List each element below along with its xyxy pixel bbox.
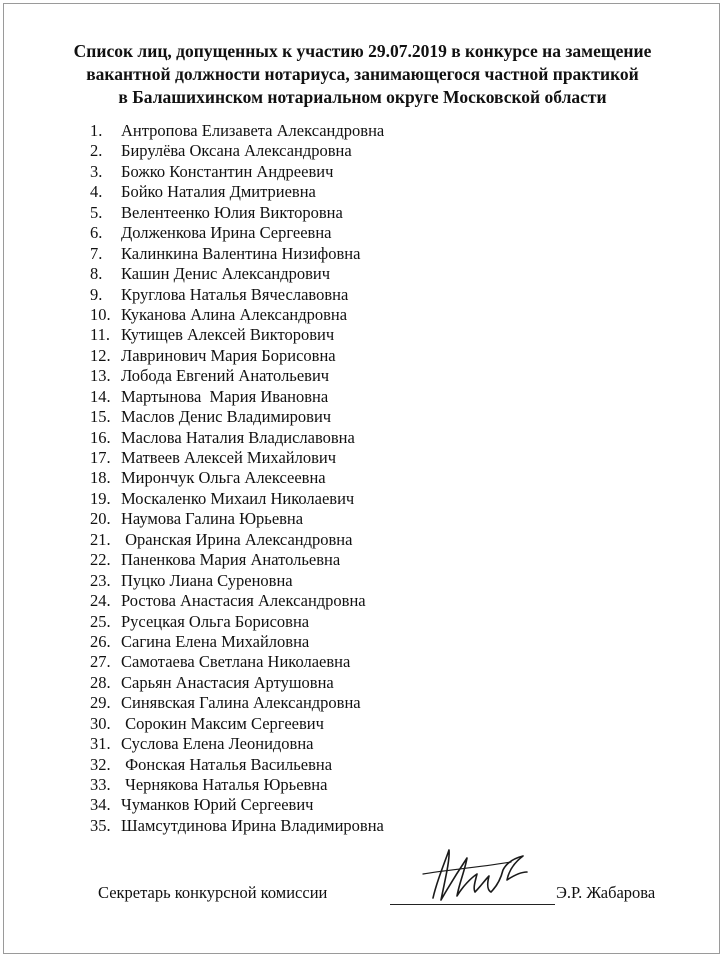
document-title	[0, 40, 725, 109]
candidate-list-item	[0, 121, 725, 141]
candidate-name: Божко Константин Андреевич	[121, 161, 334, 181]
candidate-name: Круглова Наталья Вячеславовна	[121, 284, 349, 304]
title-line-1: Список лиц, допущенных к участию 29.07.2019 в конкурсе на замещение	[73, 41, 652, 61]
candidate-list-item	[0, 775, 725, 795]
candidate-number: 31.	[90, 734, 111, 754]
candidate-name: Бойко Наталия Дмитриевна	[121, 182, 316, 202]
candidate-name: Москаленко Михаил Николаевич	[121, 488, 355, 508]
candidate-list-item	[0, 325, 725, 345]
candidate-name: Антропова Елизавета Александровна	[121, 121, 385, 140]
candidate-name: Бирулёва Оксана Александровна	[121, 141, 352, 161]
candidate-name: Кутищев Алексей Викторович	[121, 325, 335, 345]
candidate-name: Фонская Наталья Васильевна	[121, 754, 333, 774]
candidate-number: 3.	[90, 161, 103, 181]
candidate-number: 17.	[90, 448, 111, 467]
candidate-name: Сорокин Максим Сергеевич	[121, 713, 324, 733]
candidate-list-item	[0, 571, 725, 591]
candidate-list-item	[0, 407, 725, 427]
candidate-number: 19.	[90, 488, 111, 508]
candidate-number: 5.	[90, 202, 103, 222]
candidate-name: Самотаева Светлана Николаевна	[121, 652, 351, 672]
candidate-name: Маслова Наталия Владиславовна	[121, 427, 355, 447]
candidate-number: 14.	[90, 386, 111, 406]
candidate-list-item	[0, 366, 725, 386]
candidate-name: Оранская Ирина Александровна	[121, 529, 353, 549]
candidate-list-item	[0, 346, 725, 366]
candidate-number: 16.	[90, 427, 111, 447]
candidate-list-item	[0, 693, 725, 713]
candidate-number: 2.	[90, 141, 103, 161]
candidate-number: 22.	[90, 550, 111, 570]
candidate-number: 1.	[90, 121, 103, 140]
candidate-list-item	[0, 244, 725, 264]
candidate-list-item	[0, 816, 725, 836]
candidate-list-item	[0, 591, 725, 611]
candidate-name: Шамсутдинова Ирина Владимировна	[121, 815, 384, 835]
candidate-list-item	[0, 387, 725, 407]
candidate-list-item	[0, 223, 725, 243]
candidate-list-item	[0, 305, 725, 325]
candidate-name: Калинкина Валентина Низифовна	[121, 243, 361, 263]
candidate-number: 13.	[90, 366, 111, 386]
candidate-name: Кашин Денис Александрович	[121, 264, 331, 284]
candidate-list-item	[0, 285, 725, 305]
title-line-2: вакантной должности нотариуса, занимающегося частной практикой	[86, 64, 639, 84]
candidate-list-item	[0, 428, 725, 448]
candidate-list-item	[0, 162, 725, 182]
candidate-name: Пуцко Лиана Суреновна	[121, 570, 293, 590]
candidate-list-item	[0, 468, 725, 488]
candidate-name: Мирончук Ольга Алексеевна	[121, 468, 326, 488]
candidate-number: 29.	[90, 693, 111, 713]
signer-name: Э.Р. Жабарова	[556, 883, 656, 902]
candidate-name: Ростова Анастасия Александровна	[121, 591, 366, 611]
candidate-name: Мартынова Мария Ивановна	[121, 386, 329, 406]
candidate-list-item	[0, 652, 725, 672]
candidate-list-item	[0, 632, 725, 652]
candidate-number: 33.	[90, 775, 111, 794]
candidate-number: 25.	[90, 611, 111, 631]
candidate-name: Долженкова Ирина Сергеевна	[121, 223, 332, 243]
candidate-number: 18.	[90, 468, 111, 488]
candidate-name: Русецкая Ольга Борисовна	[121, 611, 310, 631]
candidate-number: 15.	[90, 407, 111, 427]
candidate-number: 8.	[90, 264, 103, 284]
candidate-name: Матвеев Алексей Михайлович	[121, 448, 337, 467]
candidate-number: 9.	[90, 284, 103, 304]
candidate-name: Велентеенко Юлия Викторовна	[121, 202, 343, 222]
candidate-name: Наумова Галина Юрьевна	[121, 509, 304, 529]
candidate-name: Сагина Елена Михайловна	[121, 631, 310, 651]
candidate-number: 23.	[90, 570, 111, 590]
candidate-list-item	[0, 489, 725, 509]
candidate-name: Лавринович Мария Борисовна	[121, 345, 336, 365]
candidate-list-item	[0, 755, 725, 775]
candidate-number: 6.	[90, 223, 103, 243]
candidate-number: 11.	[90, 325, 111, 345]
candidate-list-item	[0, 714, 725, 734]
handwritten-signature	[415, 840, 550, 910]
candidate-name: Лобода Евгений Анатольевич	[121, 366, 330, 386]
candidate-name: Сарьян Анастасия Артушовна	[121, 672, 334, 692]
candidate-list-item	[0, 448, 725, 468]
candidate-number: 4.	[90, 182, 103, 202]
candidate-number: 26.	[90, 631, 111, 651]
candidate-number: 10.	[90, 304, 111, 324]
candidate-number: 28.	[90, 672, 111, 692]
candidate-name: Синявская Галина Александровна	[121, 693, 361, 713]
candidate-list-item	[0, 509, 725, 529]
candidate-list-item	[0, 182, 725, 202]
candidate-list-item	[0, 550, 725, 570]
candidate-number: 34.	[90, 795, 111, 815]
candidate-list-item	[0, 264, 725, 284]
candidate-list-item	[0, 203, 725, 223]
candidate-list-item	[0, 530, 725, 550]
candidate-list-item	[0, 673, 725, 693]
candidate-number: 32.	[90, 754, 111, 774]
candidate-number: 7.	[90, 243, 103, 263]
candidate-name: Чернякова Наталья Юрьевна	[121, 775, 328, 794]
signature-block	[0, 872, 725, 912]
candidate-number: 24.	[90, 591, 111, 611]
candidate-number: 21.	[90, 529, 111, 549]
candidate-number: 20.	[90, 509, 111, 529]
candidate-number: 30.	[90, 713, 111, 733]
candidate-name: Суслова Елена Леонидовна	[121, 734, 314, 754]
secretary-label: Секретарь конкурсной комиссии	[98, 883, 328, 902]
title-line-3: в Балашихинском нотариальном округе Московской области	[118, 87, 607, 107]
candidate-list	[0, 121, 725, 836]
candidate-number: 12.	[90, 345, 111, 365]
candidate-list-item	[0, 795, 725, 815]
candidate-name: Паненкова Мария Анатольевна	[121, 550, 341, 570]
candidate-list-item	[0, 141, 725, 161]
candidate-name: Маслов Денис Владимирович	[121, 407, 332, 427]
candidate-name: Чуманков Юрий Сергеевич	[121, 795, 314, 815]
candidate-list-item	[0, 734, 725, 754]
candidate-name: Куканова Алина Александровна	[121, 304, 348, 324]
candidate-list-item	[0, 612, 725, 632]
candidate-number: 27.	[90, 652, 111, 672]
candidate-number: 35.	[90, 815, 111, 835]
